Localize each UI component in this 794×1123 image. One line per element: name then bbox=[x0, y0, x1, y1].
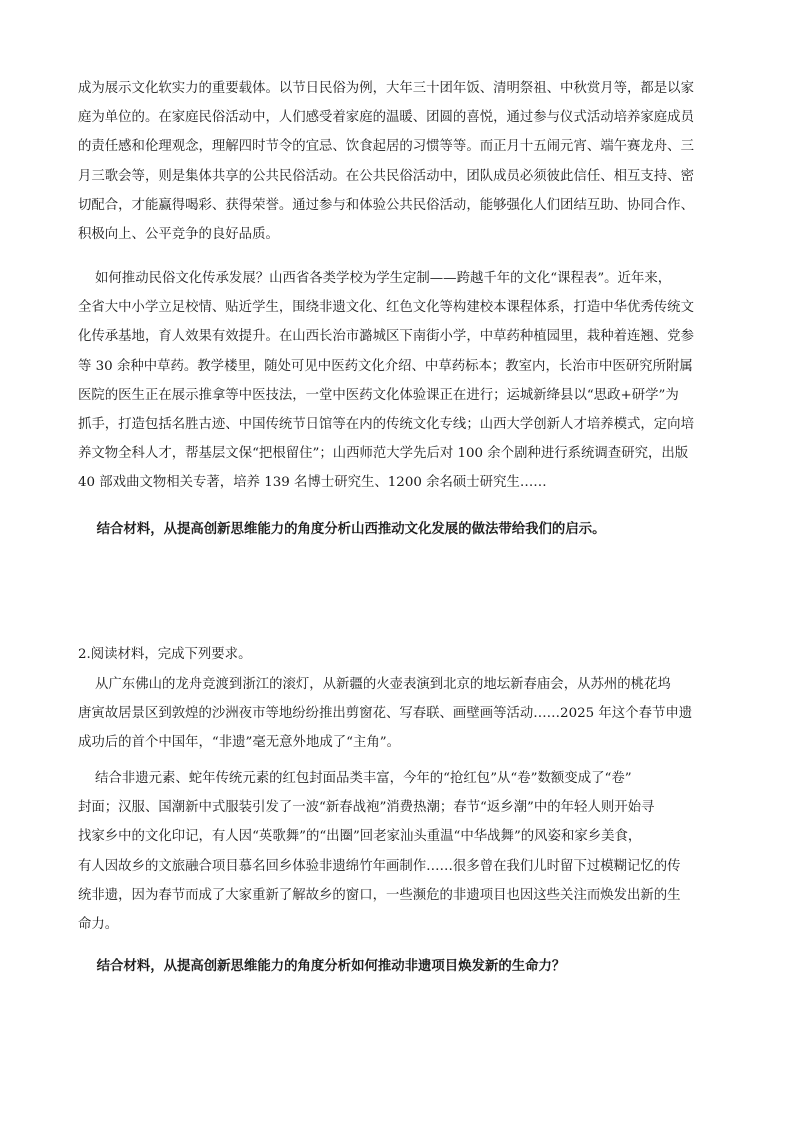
text-line: 唐寅故居景区到敦煌的沙洲夜市等地纷纷推出剪窗花、写春联、画壁画等活动……2025 年这个春节申遗 bbox=[78, 706, 693, 722]
text-line: 切配合，才能赢得喝彩、获得荣誉。通过参与和体验公共民俗活动，能够强化人们团结互助、协同合作、 bbox=[78, 197, 694, 213]
text-line: 结合非遗元素、蛇年传统元素的红包封面品类丰富，今年的“抢红包”从“卷”数额变成了“卷” bbox=[78, 771, 632, 786]
text-line: 养文物全科人才，帮基层文保“把根留住”；山西师范大学先后对 100 余个剧种进行系统调查研究，出版 bbox=[78, 446, 689, 462]
question-2-heading bbox=[78, 640, 718, 669]
question-prompt-1 bbox=[78, 515, 718, 544]
text-line: 封面；汉服、国潮新中式服装引发了一波“新春战袍”消费热潮；春节“返乡潮”中的年轻人则开始寻 bbox=[78, 800, 655, 816]
text-line: 医院的医生正在展示推拿等中医技法，一堂中医药文化体验课正在进行；运城新绛县以“思政+研学”为 bbox=[78, 387, 679, 403]
question-prompt-2 bbox=[78, 952, 718, 981]
paragraph-new-year-activities bbox=[78, 670, 718, 758]
text-line: 如何推动民俗文化传承发展？山西省各类学校为学生定制——跨越千年的文化“课程表”。近年来， bbox=[78, 271, 672, 286]
text-line: 有人因故乡的文旅融合项目慕名回乡体验非遗绵竹年画制作……很多曾在我们儿时留下过模糊记忆的传 bbox=[78, 858, 681, 874]
text-line: 找家乡中的文化印记，有人因“英歌舞”的“出圈”回老家汕头重温“中华战舞”的风姿和家乡美食， bbox=[78, 829, 642, 845]
paragraph-folk-customs bbox=[78, 74, 718, 249]
text-line: 40 部戏曲文物相关专著，培养 139 名博士研究生、1200 余名硕士研究生…… bbox=[78, 475, 547, 491]
text-line: 等 30 余种中草药。教学楼里，随处可见中医药文化介绍、中草药标本；教室内，长治市中医研究所附属 bbox=[78, 358, 693, 374]
text-line: 月三歌会等，则是集体共享的公共民俗活动。在公共民俗活动中，团队成员必须彼此信任、相互支持、密 bbox=[78, 168, 694, 184]
text-line: 全省大中小学立足校情、贴近学生，围绕非遗文化、红色文化等构建校本课程体系，打造中华优秀传统文 bbox=[78, 300, 694, 316]
text-line: 成为展示文化软实力的重要载体。以节日民俗为例，大年三十团年饭、清明祭祖、中秋赏月等，都是以家 bbox=[78, 81, 694, 96]
paragraph-shanxi-schools bbox=[78, 264, 718, 498]
paragraph-intangible-heritage bbox=[78, 764, 718, 939]
text-line: 命力。 bbox=[78, 916, 119, 932]
text-line: 化传承基地，育人效果有效提升。在山西长治市潞城区下南街小学，中草药种植园里，栽种着连翘、党参 bbox=[78, 329, 694, 345]
text-line: 统非遗，因为春节而成了大家重新了解故乡的窗口，一些濒危的非遗项目也因这些关注而焕发出新的生 bbox=[78, 887, 681, 903]
text-line: 结合材料，从提高创新思维能力的角度分析如何推动非遗项目焕发新的生命力？ bbox=[78, 958, 566, 974]
text-line: 庭为单位的。在家庭民俗活动中，人们感受着家庭的温暖、团圆的喜悦，通过参与仪式活动培养家庭成员 bbox=[78, 110, 694, 126]
text-line: 成功后的首个中国年，“非遗”毫无意外地成了“主角”。 bbox=[78, 735, 400, 751]
text-line: 积极向上、公平竞争的良好品质。 bbox=[78, 226, 279, 242]
text-line: 2.阅读材料，完成下列要求。 bbox=[78, 647, 252, 662]
text-line: 的责任感和伦理观念，理解四时节令的宜忌、饮食起居的习惯等等。而正月十五闹元宵、端午赛龙舟、三 bbox=[78, 139, 694, 155]
text-line: 结合材料，从提高创新思维能力的角度分析山西推动文化发展的做法带给我们的启示。 bbox=[78, 521, 606, 537]
text-line: 从广东佛山的龙舟竞渡到浙江的滚灯，从新疆的火壶表演到北京的地坛新春庙会，从苏州的桃花坞 bbox=[78, 677, 671, 692]
text-line: 抓手，打造包括名胜古迹、中国传统节日馆等在内的传统文化专线；山西大学创新人才培养模式，定向培 bbox=[78, 416, 694, 432]
